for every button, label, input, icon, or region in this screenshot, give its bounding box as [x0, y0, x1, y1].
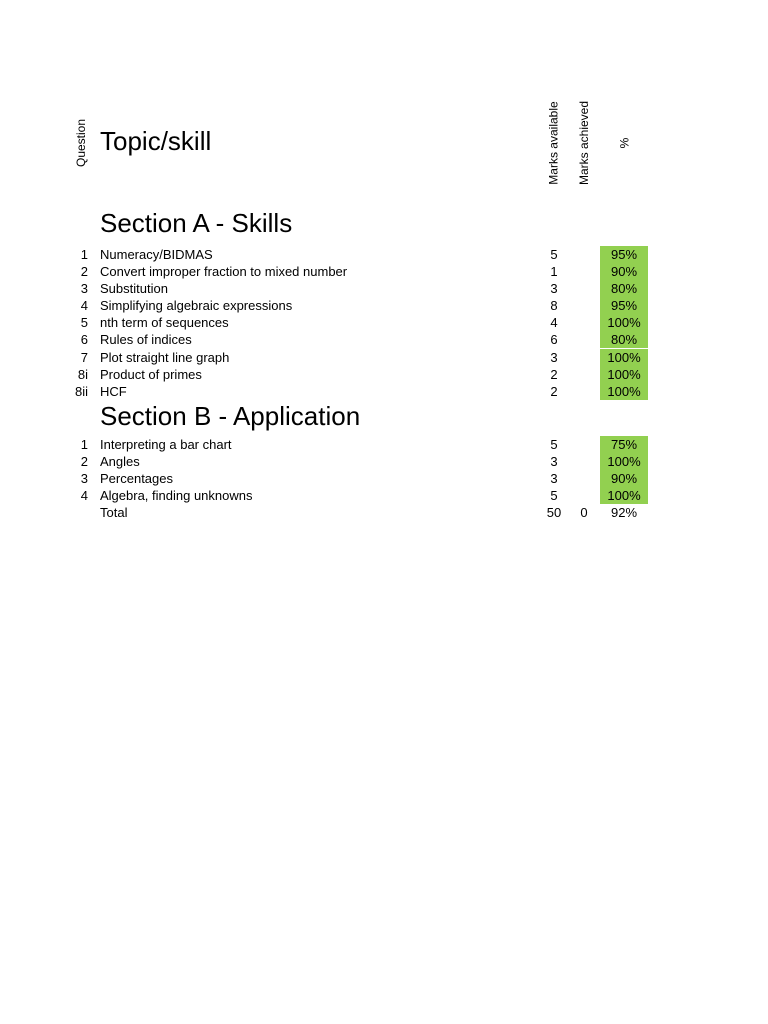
percent-value: 75% [600, 436, 648, 453]
question-number: 7 [80, 350, 88, 365]
table-row [0, 383, 768, 400]
table-row [0, 314, 768, 331]
total-percent: 92% [610, 505, 638, 520]
question-number: 1 [80, 437, 88, 452]
total-row [0, 504, 768, 521]
topic-label: Product of primes [100, 367, 202, 382]
topic-label: Plot straight line graph [100, 350, 230, 365]
section-b-title: Section B - Application [100, 401, 361, 431]
marks-achieved-header [573, 96, 595, 190]
table-row [0, 453, 768, 470]
question-number: 4 [80, 488, 88, 503]
table-row [0, 297, 768, 314]
marks-available-value: 6 [550, 332, 558, 347]
table-row [0, 349, 768, 366]
question-number: 6 [80, 332, 88, 347]
question-number: 8i [77, 367, 88, 382]
percent-value: 90% [600, 470, 648, 487]
topic-label: HCF [100, 384, 127, 399]
total-label: Total [100, 505, 128, 520]
marks-available-header-label: Marks available [547, 101, 561, 185]
table-row [0, 436, 768, 453]
percent-value: 100% [600, 314, 648, 331]
topic-label: Rules of indices [100, 332, 192, 347]
marks-available-value: 3 [550, 454, 558, 469]
table-row [0, 487, 768, 504]
percent-value: 80% [600, 331, 648, 348]
table-row [0, 331, 768, 348]
topic-label: Substitution [100, 281, 168, 296]
table-row [0, 470, 768, 487]
marks-available-value: 5 [550, 437, 558, 452]
marks-available-value: 3 [550, 350, 558, 365]
percent-value: 90% [600, 263, 648, 280]
marks-available-header [543, 96, 565, 190]
percent-value: 95% [600, 297, 648, 314]
topic-label: Angles [100, 454, 140, 469]
table-row [0, 366, 768, 383]
marks-available-value: 5 [550, 247, 558, 262]
topic-label: Percentages [100, 471, 173, 486]
question-number: 2 [80, 454, 88, 469]
section-a-title: Section A - Skills [100, 208, 293, 238]
question-number: 4 [80, 298, 88, 313]
topic-label: Interpreting a bar chart [100, 437, 232, 452]
percent-value: 100% [600, 487, 648, 504]
marks-achieved-header-label: Marks achieved [577, 100, 592, 186]
table-row [0, 263, 768, 280]
marks-available-value: 1 [550, 264, 558, 279]
percent-header [613, 96, 635, 190]
marks-available-value: 2 [550, 384, 558, 399]
marks-available-value: 2 [550, 367, 558, 382]
table-row [0, 246, 768, 263]
topic-label: Numeracy/BIDMAS [100, 247, 213, 262]
question-number: 8ii [74, 384, 88, 399]
marks-available-value: 8 [550, 298, 558, 313]
topic-skill-header: Topic/skill [100, 126, 212, 156]
percent-header-label: % [616, 137, 631, 149]
percent-value: 100% [600, 453, 648, 470]
topic-label: nth term of sequences [100, 315, 229, 330]
marks-available-value: 5 [550, 488, 558, 503]
percent-value: 100% [600, 383, 648, 400]
question-number: 1 [80, 247, 88, 262]
topic-label: Simplifying algebraic expressions [100, 298, 293, 313]
percent-value: 80% [600, 280, 648, 297]
total-marks-achieved: 0 [580, 505, 588, 520]
percent-value: 100% [600, 349, 648, 366]
question-number: 5 [80, 315, 88, 330]
topic-label: Convert improper fraction to mixed number [100, 264, 348, 279]
question-number: 2 [80, 264, 88, 279]
marks-available-value: 3 [550, 471, 558, 486]
question-number: 3 [80, 281, 88, 296]
question-number: 3 [80, 471, 88, 486]
marks-available-value: 3 [550, 281, 558, 296]
total-marks-available: 50 [546, 505, 562, 520]
marks-available-value: 4 [550, 315, 558, 330]
topic-label: Algebra, finding unknowns [100, 488, 253, 503]
percent-value: 100% [600, 366, 648, 383]
question-header [70, 96, 92, 190]
table-row [0, 280, 768, 297]
question-header-label: Question [74, 118, 88, 168]
percent-value: 95% [600, 246, 648, 263]
